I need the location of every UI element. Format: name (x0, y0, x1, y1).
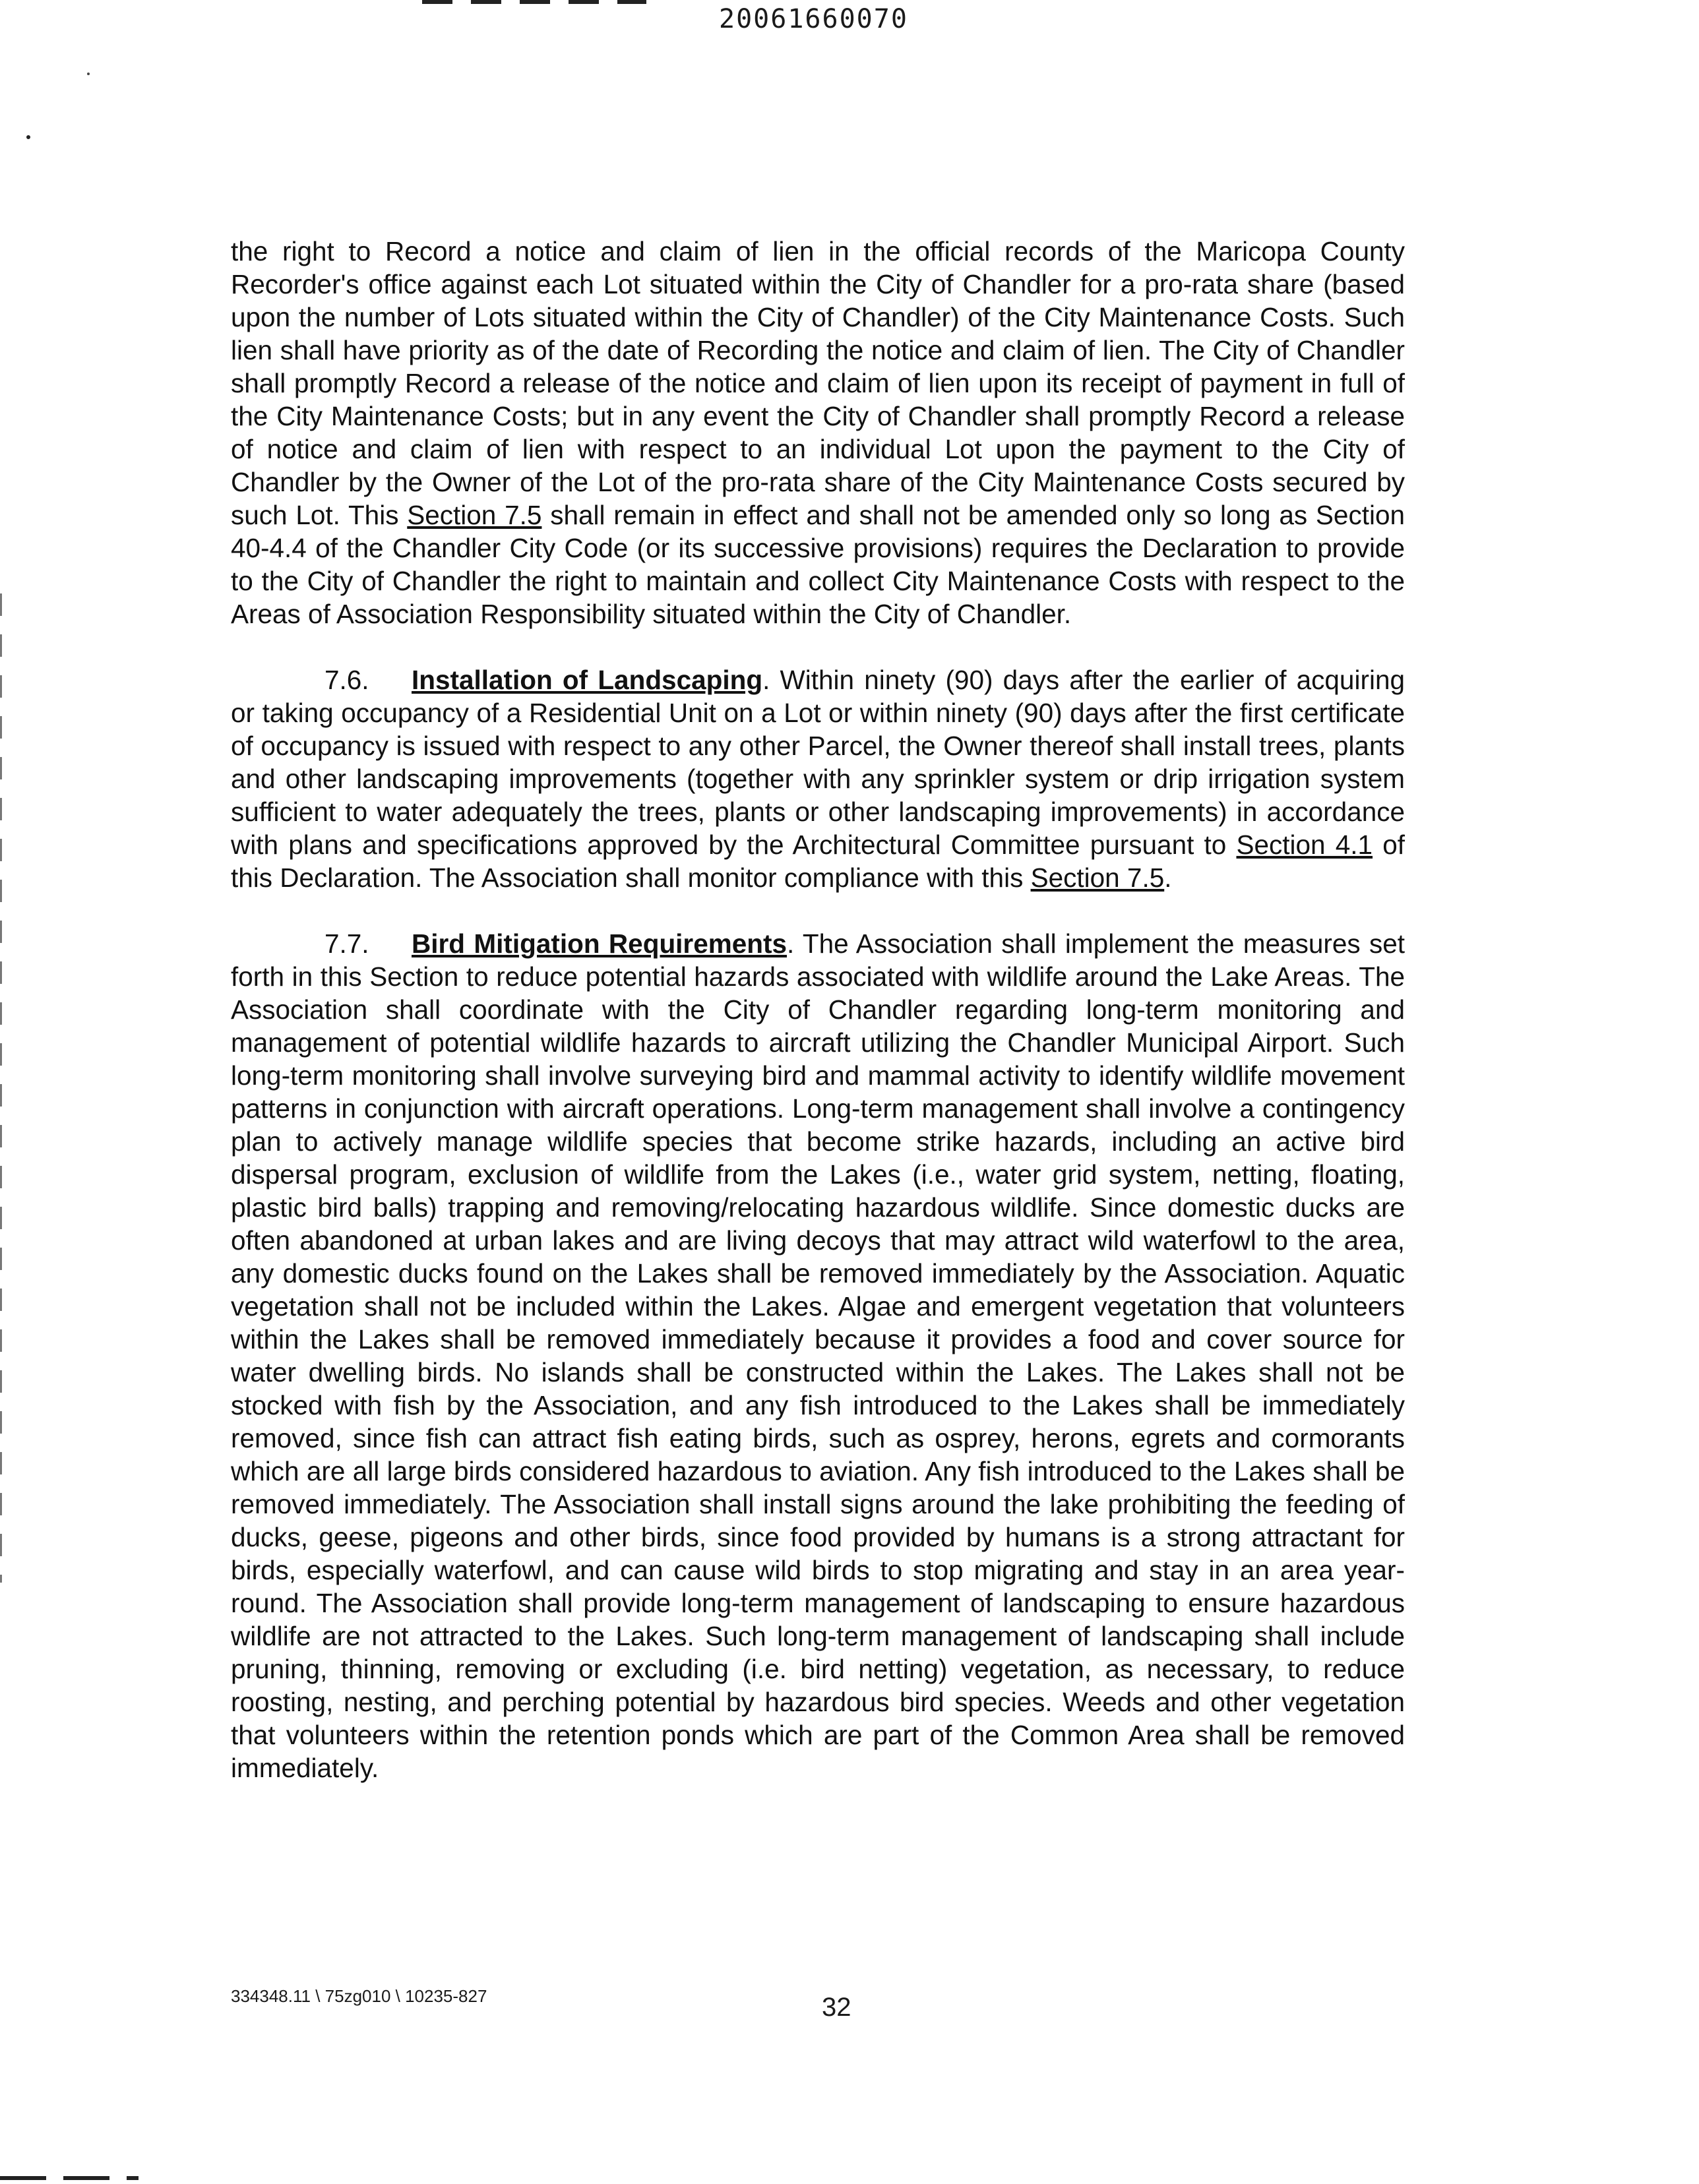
scan-artifact-bottom (0, 2176, 139, 2180)
paragraph-city-maintenance-lien (231, 235, 1405, 630)
document-body (231, 235, 1405, 1784)
paragraph-bird-mitigation-requirements (231, 927, 1405, 1784)
paragraph-text: of this Declaration. The Association shall monitor compliance with this (231, 830, 1406, 893)
scan-artifact-left-edge (0, 593, 2, 1583)
paragraph-text: . The Association shall implement the measures set forth in this Section to reduce potential hazards associated with wildlife around the Lake Areas. The Association shall coordinate with the City of Chandler regarding long-term monitoring and management of potential wildlife hazards to aircraft utilizing the Chandler Municipal Airport. Such long-term monitoring shall involve surveying bird and mammal activity to identify wildlife movement patterns in conjunction with aircraft operations. Long-term management shall involve a contingency plan to actively manage wildlife species that become strike hazards, including an active bird dispersal program, exclusion of wildlife from the Lakes (i.e., water grid system, netting, floating, plastic bird balls) trapping and removing/relocating hazardous wildlife. Since domestic ducks are often abandoned at urban lakes and are living decoys that may attract wild waterfowl to the area, any domestic ducks found on the Lakes shall be removed immediately by the Association. Aquatic vegetation shall not be included within the Lakes. Algae and emergent vegetation that volunteers within the Lakes shall be removed immediately because it provides a food and cover source for water dwelling birds. No islands shall be constructed within the Lakes. The Lakes shall not be stocked with fish by the Association, and any fish introduced to the Lakes shall be immediately removed, since fish can attract fish eating birds, such as osprey, herons, egrets and cormorants which are all large birds considered hazardous to aviation. Any fish introduced to the Lakes shall be removed immediately. The Association shall install signs around the lake prohibiting the feeding of ducks, geese, pigeons and other birds, since food provided by humans is a strong attractant for birds, especially waterfowl, and can cause wild birds to stop migrating and stay in an area year-round. The Association shall provide long-term management of landscaping to ensure hazardous wildlife are not attracted to the Lakes. Such long-term management of landscaping shall include pruning, thinning, removing or excluding (i.e. bird netting) vegetation, as necessary, to reduce roosting, nesting, and perching potential by hazardous bird species. Weeds and other vegetation that volunteers within the retention ponds which are part of the Common Area shall be removed immediately. (231, 928, 1405, 1783)
section-number: 7.6. (324, 665, 369, 695)
paragraph-text: . Within ninety (90) days after the earlier of acquiring or taking occupancy of a Residential Unit on a Lot or within ninety (90) days after the first certificate of occupancy is issued with respect to any other Parcel, the Owner thereof shall install trees, plants and other landscaping improvements (together with any sprinkler system or drip irrigation system sufficient to water adequately the trees, plants or other landscaping improvements) in accordance with plans and specifications approved by the Architectural Committee pursuant to (231, 665, 1405, 860)
section-heading: Installation of Landscaping (412, 665, 763, 695)
paragraph-text: the right to Record a notice and claim of lien in the official records of the Maricopa County Recorder's office against each Lot situated within the City of Chandler for a pro-rata share (based upon the number of Lots situated within the City of Chandler) of the City Maintenance Costs. Such lien shall have priority as of the date of Recording the notice and claim of lien. The City of Chandler shall promptly Record a release of the notice and claim of lien upon its receipt of payment in full of the City Maintenance Costs; but in any event the City of Chandler shall promptly Record a release of notice and claim of lien with respect to an individual Lot upon the payment to the City of Chandler by the Owner of the Lot of the pro-rata share of the City Maintenance Costs secured by such Lot. This (231, 236, 1405, 530)
document-number: 20061660070 (719, 4, 908, 34)
section-number: 7.7. (324, 928, 369, 959)
scan-speck (87, 73, 90, 75)
section-reference: Section 7.5 (407, 500, 542, 530)
paragraph-text: shall remain in effect and shall not be amended only so long as Section 40-4.4 of the Chandler City Code (or its successive provisions) requires the Declaration to provide to the City of Chandler the right to maintain and collect City Maintenance Costs with respect to the Areas of Association Responsibility situated within the City of Chandler. (231, 500, 1406, 629)
scan-artifact-top (422, 0, 646, 4)
footer-document-id: 334348.11 \ 75zg010 \ 10235-827 (231, 1986, 487, 2006)
paragraph-installation-of-landscaping (231, 663, 1405, 894)
paragraph-text: . (1164, 863, 1172, 893)
section-heading: Bird Mitigation Requirements (412, 928, 788, 959)
section-reference: Section 7.5 (1030, 863, 1165, 893)
scan-speck (26, 135, 30, 139)
page-number: 32 (822, 1993, 851, 2022)
section-reference: Section 4.1 (1236, 830, 1373, 860)
